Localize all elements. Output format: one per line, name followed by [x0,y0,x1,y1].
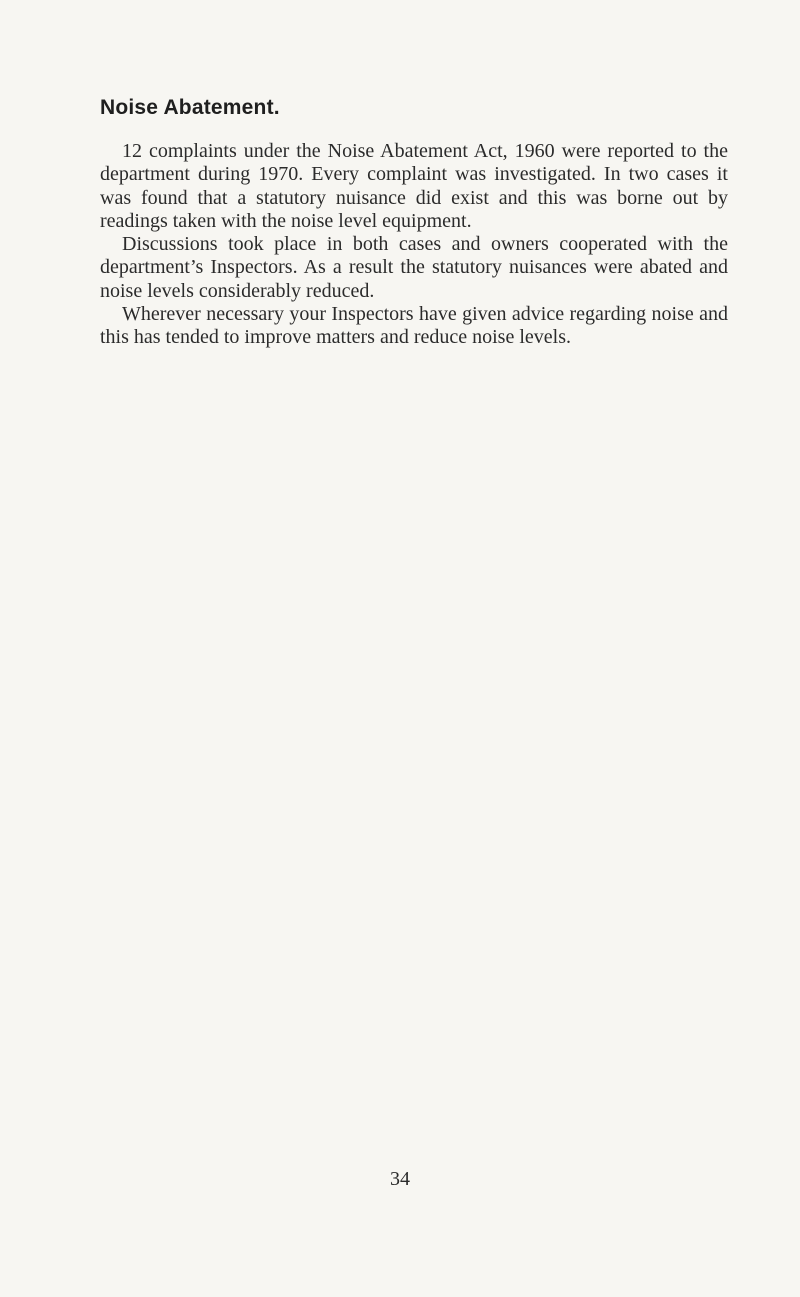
section-body [100,140,728,350]
page-number: 34 [390,1168,410,1190]
paragraph-advice: Wherever necessary your Inspectors have given advice regarding noise and this has tended to improve matters and reduce noise levels. [100,303,728,349]
paragraph-discussions: Discussions took place in both cases and owners cooperated with the department’s Inspectors. As a result the statutory nuisances were abated and noise levels considerably reduced. [100,233,728,302]
section-heading: Noise Abatement. [100,96,280,119]
paragraph-complaints: 12 complaints under the Noise Abatement Act, 1960 were reported to the department during 1970. Every complaint was investigated. In two cases it was found that a statutory nuisance did exist and this was borne out by readings taken with the noise level equipment. [100,140,728,232]
